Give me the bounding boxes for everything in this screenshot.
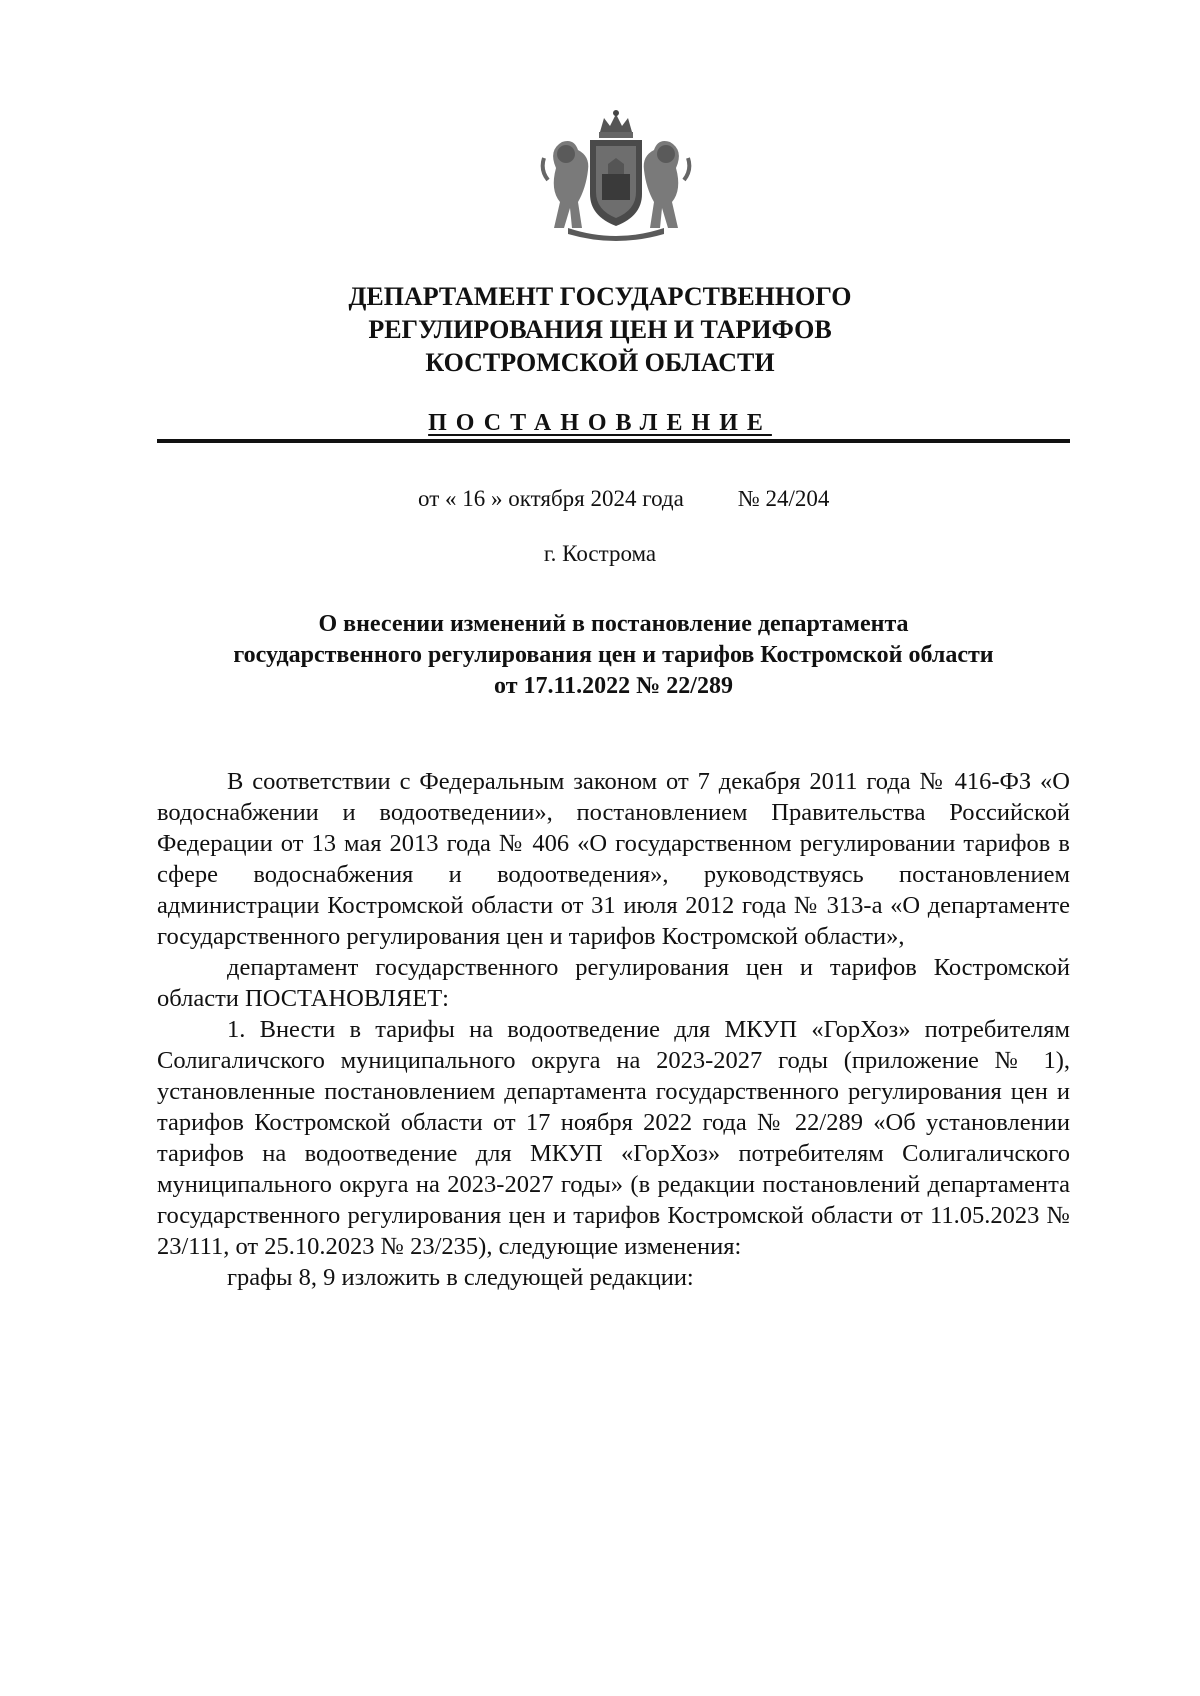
body-paragraph-legal-basis: В соответствии с Федеральным законом от 7 декабря 2011 года № 416-ФЗ «О водоснабжении и водоотведении», постановлением Правительства Российской Федерации от 13 мая 2013 года № 406 «О государственном регулировании тарифов в сфере водоснабжения и водоотведения», руководствуясь постановлением администрации Костромской области от 31 июля 2012 года № 313-а «О департаменте государственного регулирования цен и тарифов Костромской области», (157, 768, 1070, 950)
department-title-line: КОСТРОМСКОЙ ОБЛАСТИ (425, 348, 775, 377)
document-body (157, 766, 1070, 1293)
department-title (160, 280, 1040, 379)
body-paragraph-columns: графы 8, 9 изложить в следующей редакции: (227, 1264, 694, 1291)
document-date: от « 16 » октября 2024 года (418, 486, 684, 511)
body-paragraph-resolves: департамент государственного регулирования цен и тарифов Костромской области ПОСТАНОВЛЯЕТ: (157, 954, 1070, 1012)
document-subject (157, 609, 1070, 702)
coat-of-arms-icon (538, 110, 694, 246)
subject-line: О внесении изменений в постановление департамента (318, 611, 909, 637)
subject-line: государственного регулирования цен и тарифов Костромской области (233, 642, 994, 668)
header-divider (157, 439, 1070, 443)
document-number: № 24/204 (737, 486, 830, 511)
department-title-line: РЕГУЛИРОВАНИЯ ЦЕН И ТАРИФОВ (368, 315, 832, 344)
document-city: г. Кострома (543, 541, 657, 566)
subject-line: от 17.11.2022 № 22/289 (494, 673, 733, 699)
department-title-line: ДЕПАРТАМЕНТ ГОСУДАРСТВЕННОГО (348, 282, 852, 311)
body-paragraph-item-1: 1. Внести в тарифы на водоотведение для МКУП «ГорХоз» потребителям Солигаличского муниципального округа на 2023-2027 годы (приложение № 1), установленные постановлением департамента государственного регулирования цен и тарифов Костромской области от 17 ноября 2022 года № 22/289 «Об установлении тарифов на водоотведение для МКУП «ГорХоз» потребителям Солигаличского муниципального округа на 2023-2027 годы» (в редакции постановлений департамента государственного регулирования цен и тарифов Костромской области от 11.05.2023 № 23/111, от 25.10.2023 № 23/235), следующие изменения: (157, 1016, 1070, 1260)
document-type: ПОСТАНОВЛЕНИЕ (428, 410, 772, 436)
date-line (418, 486, 829, 512)
